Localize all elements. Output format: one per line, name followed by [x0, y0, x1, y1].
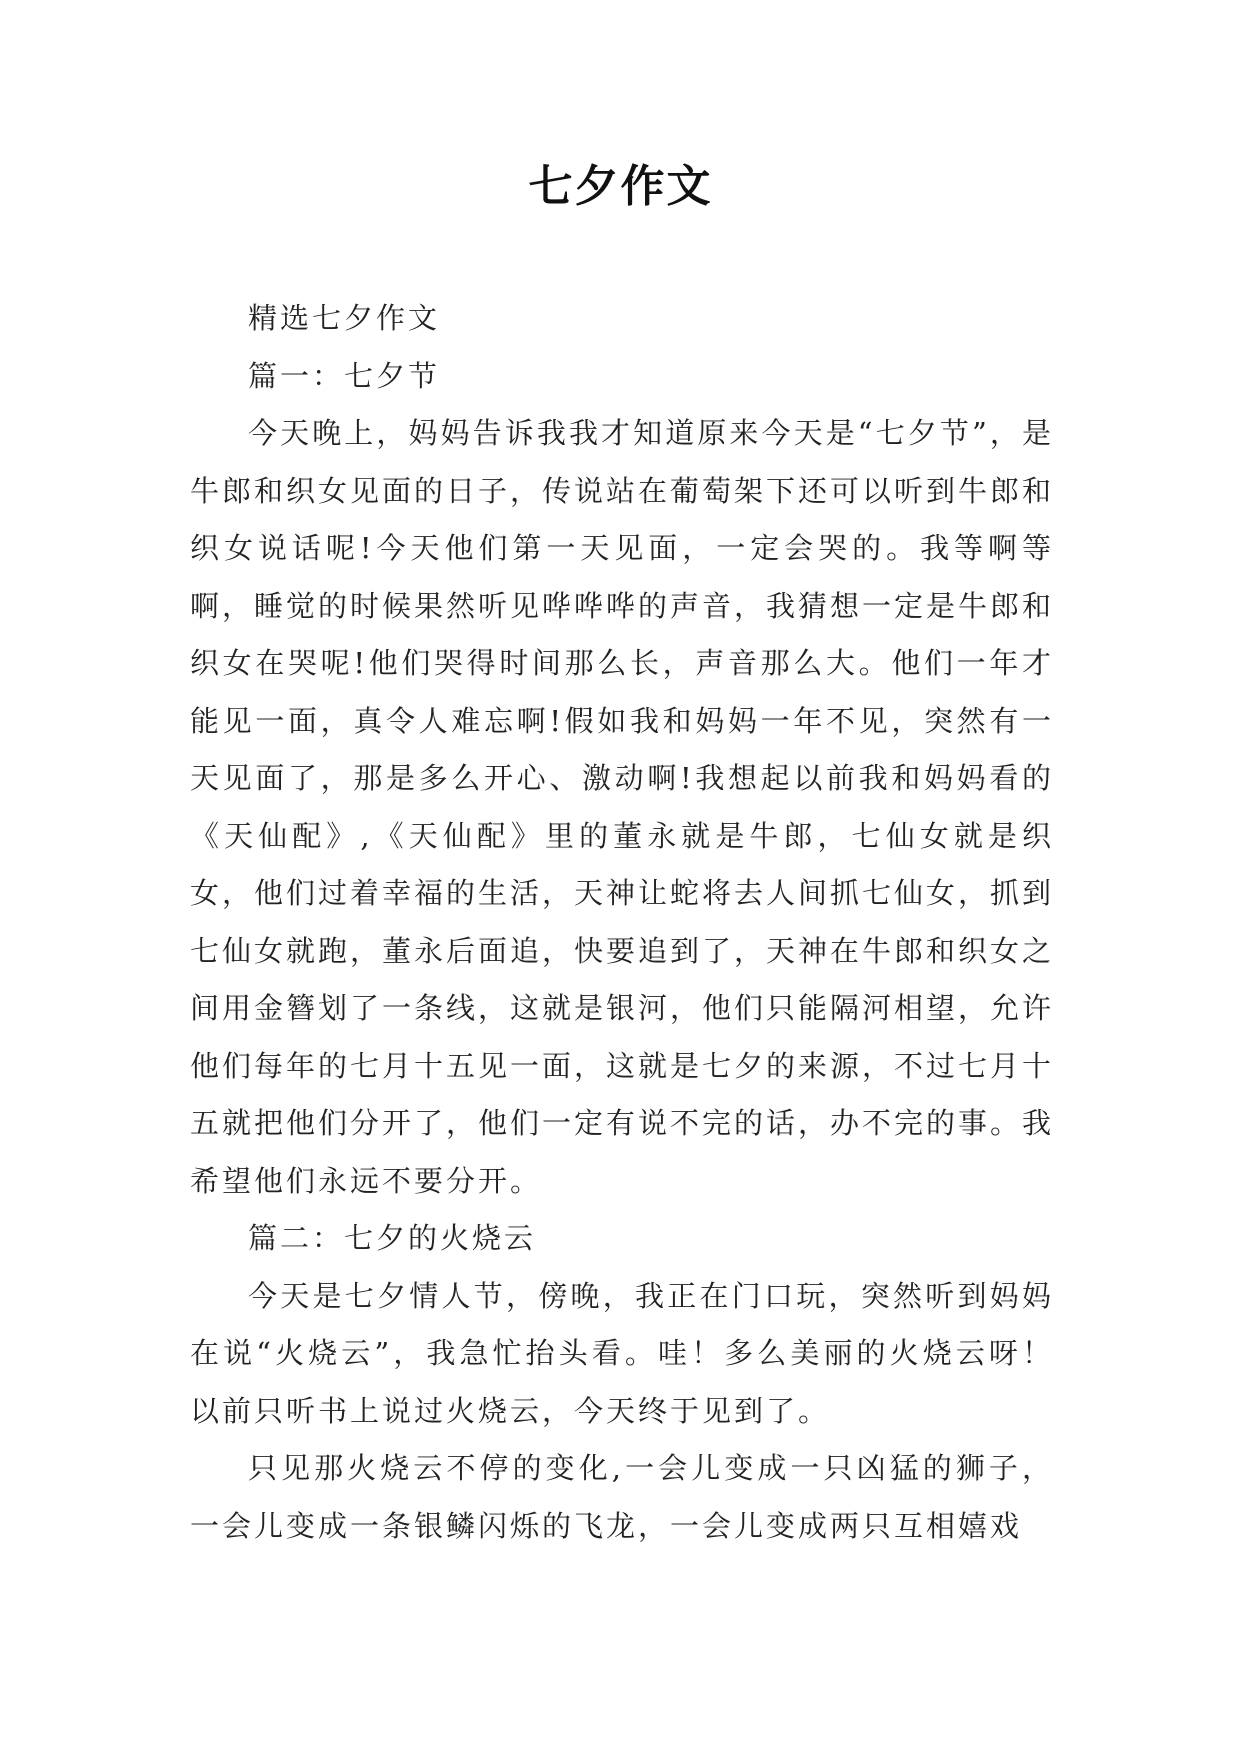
paragraph-section-2-body-1: 今天是七夕情人节，傍晚，我正在门口玩，突然听到妈妈在说“火烧云”，我急忙抬头看。哇！多么美丽的火烧云呀！以前只听书上说过火烧云，今天终于见到了。 — [190, 1278, 1054, 1428]
document-body — [190, 290, 1054, 1555]
paragraph-subtitle: 精选七夕作文 — [248, 301, 441, 335]
paragraph-section-heading-2: 篇二：七夕的火烧云 — [248, 1221, 537, 1255]
document-title: 七夕作文 — [528, 161, 713, 212]
paragraph-section-1-body: 今天晚上，妈妈告诉我我才知道原来今天是“七夕节”，是牛郎和织女见面的日子，传说站在葡萄架下还可以听到牛郎和织女说话呢!今天他们第一天见面，一定会哭的。我等啊等啊，睡觉的时候果然听见哗哗哗的声音，我猜想一定是牛郎和织女在哭呢!他们哭得时间那么长，声音那么大。他们一年才能见一面，真令人难忘啊!假如我和妈妈一年不见，突然有一天见面了，那是多么开心、激动啊!我想起以前我和妈妈看的《天仙配》,《天仙配》里的董永就是牛郎，七仙女就是织女，他们过着幸福的生活，天神让蛇将去人间抓七仙女，抓到七仙女就跑，董永后面追，快要追到了，天神在牛郎和织女之间用金簪划了一条线，这就是银河，他们只能隔河相望，允许他们每年的七月十五见一面，这就是七夕的来源，不过七月十五就把他们分开了，他们一定有说不完的话，办不完的事。我希望他们永远不要分开。 — [190, 416, 1055, 1198]
paragraph-section-2-body-2: 只见那火烧云不停的变化,一会儿变成一只凶猛的狮子，一会儿变成一条银鳞闪烁的飞龙，一会儿变成两只互相嬉戏 — [190, 1451, 1054, 1543]
paragraph-section-heading-1: 篇一：七夕节 — [248, 358, 441, 393]
